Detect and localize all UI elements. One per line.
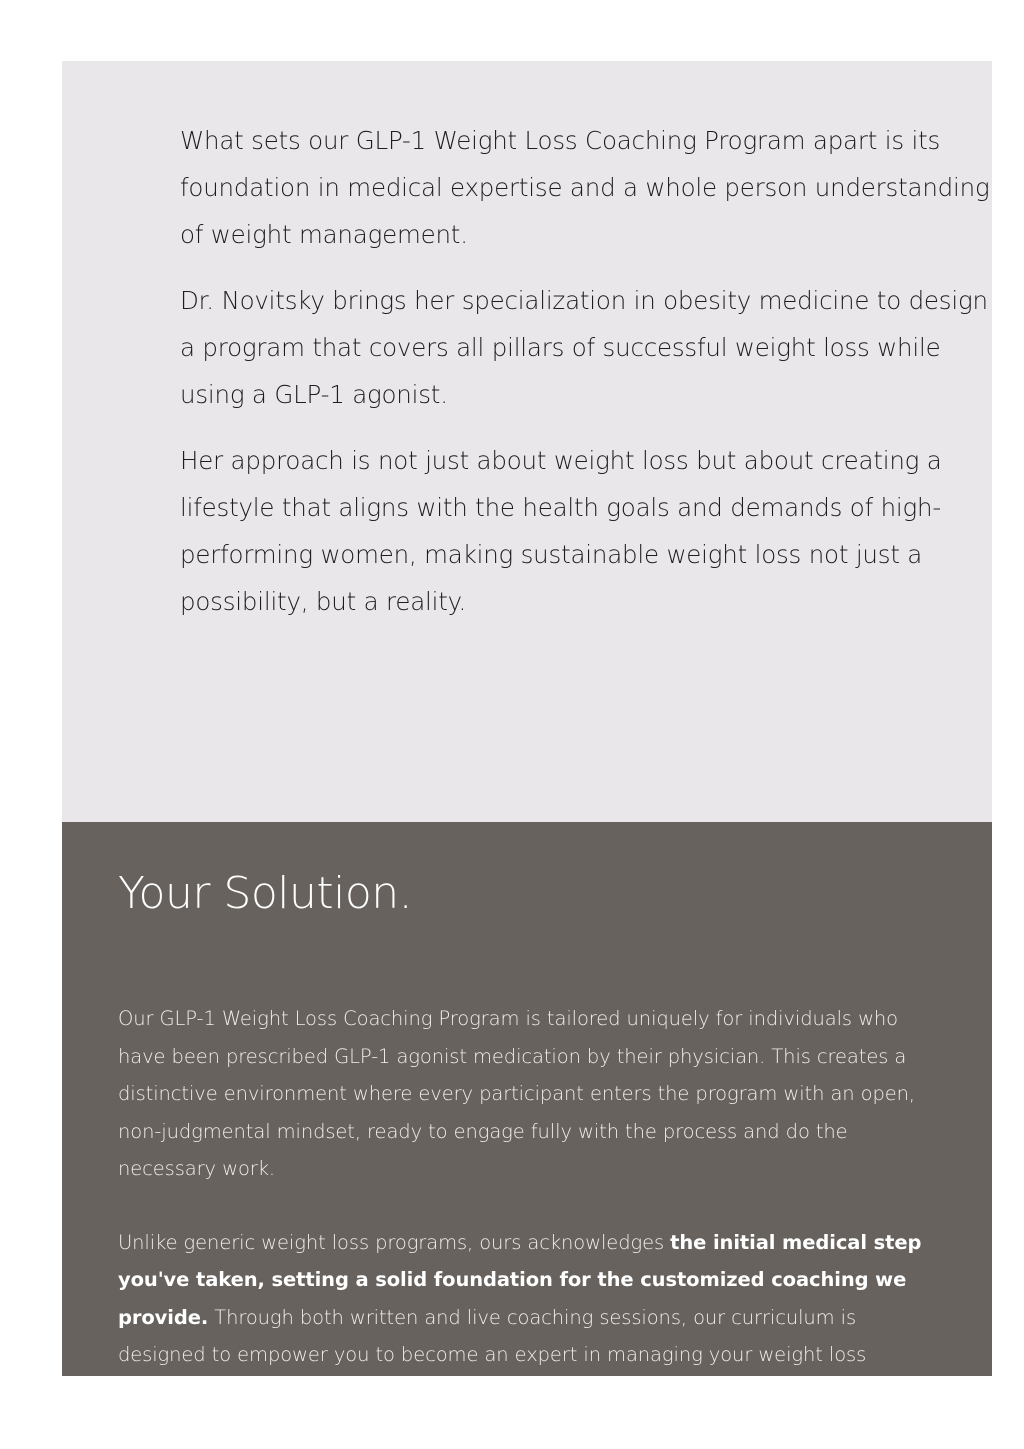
intro-text-block — [180, 117, 1002, 644]
intro-paragraph-2: Dr. Novitsky brings her specialization in obesity medicine to design a program that covers all pillars of successful weight loss while using a GLP-1 agonist. — [180, 286, 988, 409]
solution-paragraph-2-tail: Through both written and live coaching sessions, our curriculum is designed to empower you to become an expert in managing your weight loss — [118, 1305, 867, 1366]
solution-paragraph-2-lead: Unlike generic weight loss programs, ours acknowledges — [118, 1230, 671, 1254]
solution-content — [118, 862, 940, 1374]
intro-paragraph-1: What sets our GLP-1 Weight Loss Coaching Program apart is its foundation in medical expertise and a whole person understanding of weight management. — [180, 126, 990, 249]
intro-section — [62, 61, 992, 822]
solution-paragraph-2-bold: the initial medical step you've taken, setting a solid foundation for the customized coaching we provide. — [118, 1230, 922, 1329]
solution-paragraph-2 — [118, 1224, 940, 1374]
solution-heading: Your Solution. — [118, 868, 413, 919]
intro-paragraph-3: Her approach is not just about weight loss but about creating a lifestyle that aligns with the health goals and demands of high-performing women, making sustainable weight loss not just a possibility, but a reality. — [180, 446, 942, 616]
solution-section — [62, 822, 992, 1376]
solution-paragraph-1: Our GLP-1 Weight Loss Coaching Program is tailored uniquely for individuals who have been prescribed GLP-1 agonist medication by their physician. This creates a distinctive environment where every participant enters the program with an open, non-judgmental mindset, ready to engage fully with the process and do the necessary work. — [118, 1007, 916, 1180]
